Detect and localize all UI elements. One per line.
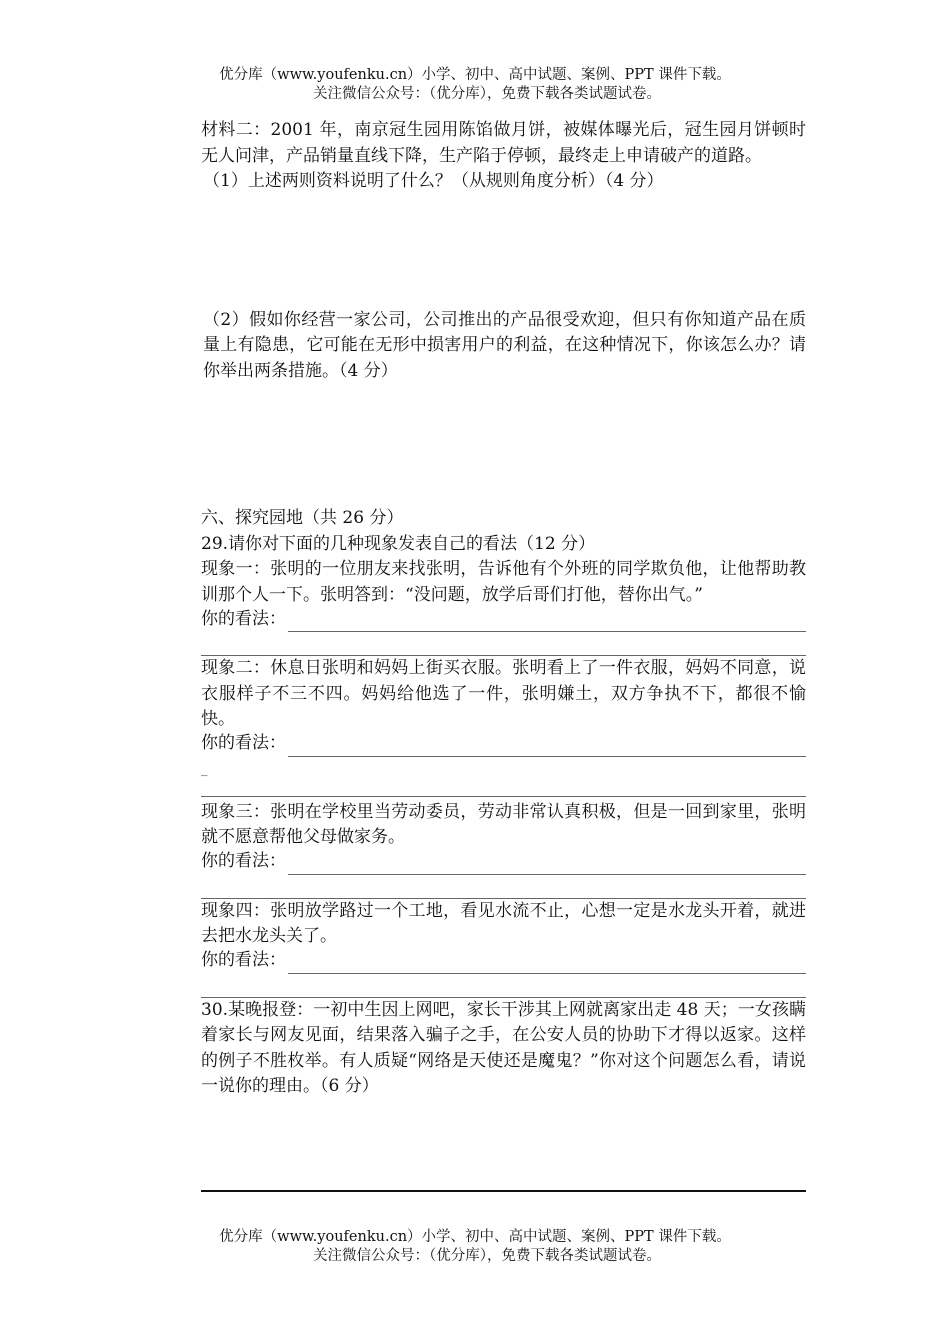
question-29: 29.请你对下面的几种现象发表自己的看法（12 分）	[201, 533, 596, 554]
opinion-input-line[interactable]	[288, 955, 806, 974]
opinion-input-line[interactable]	[288, 856, 806, 875]
answer-line[interactable]	[201, 782, 806, 797]
opinion-label: 你的看法：	[201, 950, 286, 970]
footer-line-1: 优分库（www.youfenku.cn）小学、初中、高中试题、案例、PPT 课件下载。	[219, 1229, 731, 1245]
phenomenon-1: 现象一：张明的一位朋友来找张明，告诉他有个外班的同学欺负他，让他帮助教训那个人一下。张明答到：“没问题，放学后哥们打他，替你出气。”	[201, 559, 806, 605]
question-2: （2）假如你经营一家公司，公司推出的产品很受欢迎，但只有你知道产品在质量上有隐患，它可能在无形中损害用户的利益，在这种情况下，你该怎么办？请你举出两条措施。（4 分）	[203, 309, 806, 381]
horizontal-rule	[201, 1190, 806, 1192]
phenomenon-2: 现象二：休息日张明和妈妈上街买衣服。张明看上了一件衣服，妈妈不同意，说衣服样子不三不四。妈妈给他选了一件，张明嫌土，双方争执不下，都很不愉快。	[201, 658, 806, 729]
opinion-row-3	[201, 851, 806, 875]
question-30: 30.某晚报登：一初中生因上网吧，家长干涉其上网就离家出走 48 天；一女孩瞒着家长与网友见面，结果落入骗子之手，在公安人员的协助下才得以返家。这样的例子不胜枚举。有人质疑“网络是天使还是魔鬼？”你对这个问题怎么看，请说一说你的理由。（6 分）	[201, 999, 806, 1096]
material-two: 材料二：2001 年，南京冠生园用陈馅做月饼，被媒体曝光后，冠生园月饼顿时无人问津，产品销量直线下降，生产陷于停顿，最终走上申请破产的道路。	[201, 120, 806, 166]
phenomenon-4: 现象四：张明放学路过一个工地，看见水流不止，心想一定是水龙头开着，就进去把水龙头关了。	[201, 900, 806, 946]
header-line-1: 优分库（www.youfenku.cn）小学、初中、高中试题、案例、PPT 课件下载。	[219, 67, 731, 83]
opinion-input-line[interactable]	[288, 738, 806, 757]
answer-space-2[interactable]	[201, 384, 806, 506]
opinion-row-1	[201, 608, 806, 632]
opinion-row-4	[201, 950, 806, 974]
question-1: （1）上述两则资料说明了什么？（从规则角度分析）（4 分）	[203, 171, 664, 191]
phenomenon-3: 现象三：张明在学校里当劳动委员，劳动非常认真积极，但是一回到家里，张明就不愿意帮他父母做家务。	[201, 801, 806, 847]
opinion-label: 你的看法：	[201, 851, 286, 871]
opinion-label: 你的看法：	[201, 733, 286, 753]
document-body	[201, 118, 806, 1100]
opinion-label: 你的看法：	[201, 608, 286, 629]
answer-line[interactable]	[201, 974, 806, 998]
opinion-row-2	[201, 733, 806, 757]
section-six-title: 六、探究园地（共 26 分）	[201, 508, 404, 528]
page-header	[0, 66, 950, 104]
footer-line-2: 关注微信公众号：（优分库），免费下载各类试题试卷。	[313, 1248, 661, 1264]
answer-space-1[interactable]	[201, 195, 806, 305]
answer-line[interactable]	[201, 875, 806, 899]
stray-underscore: _	[201, 761, 208, 777]
answer-line[interactable]	[201, 632, 806, 656]
opinion-input-line[interactable]	[288, 613, 806, 632]
header-line-2: 关注微信公众号：（优分库），免费下载各类试题试卷。	[313, 86, 661, 102]
page-footer	[0, 1228, 950, 1266]
